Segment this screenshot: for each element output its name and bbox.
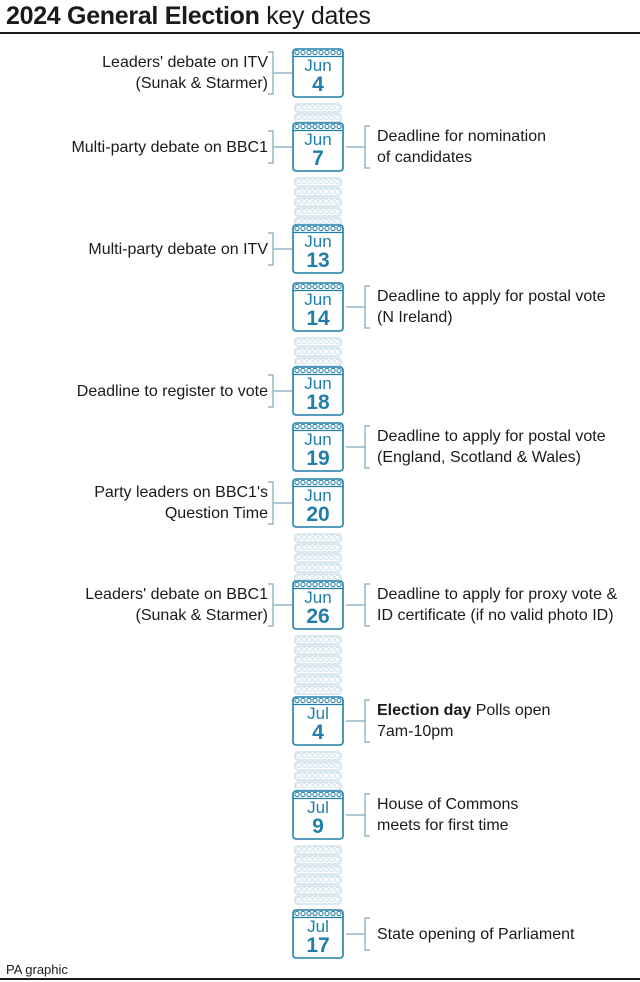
calendar-day: 7 — [312, 147, 324, 170]
left-event-label — [94, 482, 268, 524]
ghost-calendar-icon — [294, 892, 342, 902]
right-event-line: (N Ireland) — [377, 309, 453, 326]
left-event-line: Deadline to register to vote — [76, 382, 268, 400]
ghost-calendar-icon — [294, 842, 342, 852]
ghost-calendar-icon — [294, 672, 342, 682]
calendar-month: Jun — [304, 56, 332, 75]
right-event-line: meets for first time — [377, 817, 509, 834]
ghost-calendar-icon — [294, 560, 342, 570]
calendar-icon — [292, 580, 344, 630]
right-event-label — [377, 584, 617, 626]
ghost-calendar-icon — [294, 550, 342, 560]
right-event-label — [377, 426, 606, 468]
right-event-line: Deadline for nomination — [377, 128, 546, 145]
right-bracket — [346, 917, 372, 951]
ghost-calendar-icon — [294, 758, 342, 768]
left-bracket — [266, 51, 292, 95]
calendar-icon — [292, 122, 344, 172]
right-event-line: Deadline to apply for proxy vote & — [377, 586, 618, 603]
page-title-bold: 2024 General Election — [6, 2, 260, 30]
ghost-calendar-icon — [294, 184, 342, 194]
left-event-line: Party leaders on BBC1's — [94, 484, 268, 501]
left-event-line: Question Time — [164, 505, 268, 522]
right-event-line: of candidates — [377, 149, 473, 166]
left-event-label — [71, 137, 268, 158]
calendar-day: 17 — [306, 934, 330, 957]
page-title-normal: key dates — [259, 2, 371, 30]
right-event-line — [377, 700, 550, 721]
ghost-calendar-icon — [294, 682, 342, 692]
right-event-line: Deadline to apply for postal vote — [377, 288, 606, 305]
ghost-calendar-icon — [294, 778, 342, 788]
left-event-line: (Sunak & Starmer) — [135, 75, 268, 92]
ghost-calendar-icon — [294, 540, 342, 550]
ghost-calendar-icon — [294, 662, 342, 672]
left-event-line: (Sunak & Starmer) — [135, 607, 268, 624]
calendar-month: Jul — [307, 798, 329, 817]
left-event-line: Multi-party debate on BBC1 — [71, 138, 268, 156]
calendar-day: 4 — [312, 73, 324, 96]
left-event-label — [88, 239, 268, 260]
ghost-calendar-icon — [294, 872, 342, 882]
left-bracket — [266, 232, 292, 266]
calendar-icon — [292, 48, 344, 98]
calendar-day: 19 — [306, 447, 330, 470]
ghost-calendar-icon — [294, 110, 342, 120]
calendar-icon — [292, 909, 344, 959]
calendar-month: Jul — [307, 704, 329, 723]
calendar-month: Jun — [304, 374, 332, 393]
left-event-label — [77, 381, 268, 402]
right-event-line: State opening of Parliament — [377, 925, 575, 943]
calendar-icon — [292, 224, 344, 274]
calendar-day: 14 — [306, 307, 330, 330]
right-event-line: Deadline to apply for postal vote — [377, 428, 606, 445]
ghost-calendar-icon — [294, 882, 342, 892]
right-event-label — [377, 794, 518, 836]
ghost-calendar-icon — [294, 354, 342, 364]
calendar-icon — [292, 478, 344, 528]
calendar-month: Jul — [307, 917, 329, 936]
calendar-month: Jun — [304, 130, 332, 149]
right-event-label — [377, 700, 550, 742]
calendar-month: Jun — [304, 430, 332, 449]
ghost-calendar-icon — [294, 100, 342, 110]
event-highlight: Election day — [377, 702, 472, 719]
right-bracket — [346, 125, 372, 169]
right-bracket — [346, 699, 372, 743]
ghost-calendar-icon — [294, 344, 342, 354]
left-bracket — [266, 374, 292, 408]
ghost-calendar-icon — [294, 214, 342, 224]
calendar-month: Jun — [304, 486, 332, 505]
ghost-calendar-icon — [294, 768, 342, 778]
right-event-label — [377, 286, 606, 328]
calendar-icon — [292, 366, 344, 416]
right-event-label — [377, 126, 546, 168]
left-event-line: Multi-party debate on ITV — [88, 240, 268, 258]
calendar-month: Jun — [304, 588, 332, 607]
left-event-line: Leaders' debate on ITV — [102, 54, 268, 71]
right-event-label — [377, 924, 574, 945]
ghost-calendar-icon — [294, 852, 342, 862]
right-bracket — [346, 285, 372, 329]
calendar-day: 18 — [306, 391, 330, 414]
ghost-calendar-icon — [294, 632, 342, 642]
right-event-line: House of Commons — [377, 796, 519, 813]
ghost-calendar-icon — [294, 204, 342, 214]
calendar-icon — [292, 696, 344, 746]
left-bracket — [266, 130, 292, 164]
ghost-calendar-icon — [294, 194, 342, 204]
ghost-calendar-icon — [294, 174, 342, 184]
left-bracket — [266, 481, 292, 525]
ghost-calendar-icon — [294, 570, 342, 580]
left-bracket — [266, 583, 292, 627]
calendar-icon — [292, 422, 344, 472]
ghost-calendar-icon — [294, 334, 342, 344]
ghost-calendar-icon — [294, 748, 342, 758]
right-bracket — [346, 583, 372, 627]
right-bracket — [346, 793, 372, 837]
calendar-day: 13 — [306, 249, 330, 272]
calendar-icon — [292, 282, 344, 332]
ghost-calendar-icon — [294, 652, 342, 662]
ghost-calendar-icon — [294, 530, 342, 540]
right-event-line: ID certificate (if no valid photo ID) — [377, 607, 614, 624]
calendar-month: Jun — [304, 232, 332, 251]
calendar-month: Jun — [304, 290, 332, 309]
left-event-line: Leaders' debate on BBC1 — [85, 586, 268, 603]
left-event-label — [85, 584, 268, 626]
left-event-label — [102, 52, 268, 94]
ghost-calendar-icon — [294, 862, 342, 872]
right-bracket — [346, 425, 372, 469]
calendar-icon — [292, 790, 344, 840]
ghost-calendar-icon — [294, 642, 342, 652]
calendar-day: 4 — [312, 721, 324, 744]
calendar-day: 20 — [306, 503, 330, 526]
right-event-line: 7am-10pm — [377, 723, 454, 740]
right-event-line: (England, Scotland & Wales) — [377, 449, 581, 466]
event-text: Polls open — [475, 702, 551, 719]
bottom-rule — [0, 978, 640, 980]
calendar-day: 9 — [312, 815, 324, 838]
calendar-day: 26 — [306, 605, 330, 628]
credit: PA graphic — [6, 962, 68, 977]
